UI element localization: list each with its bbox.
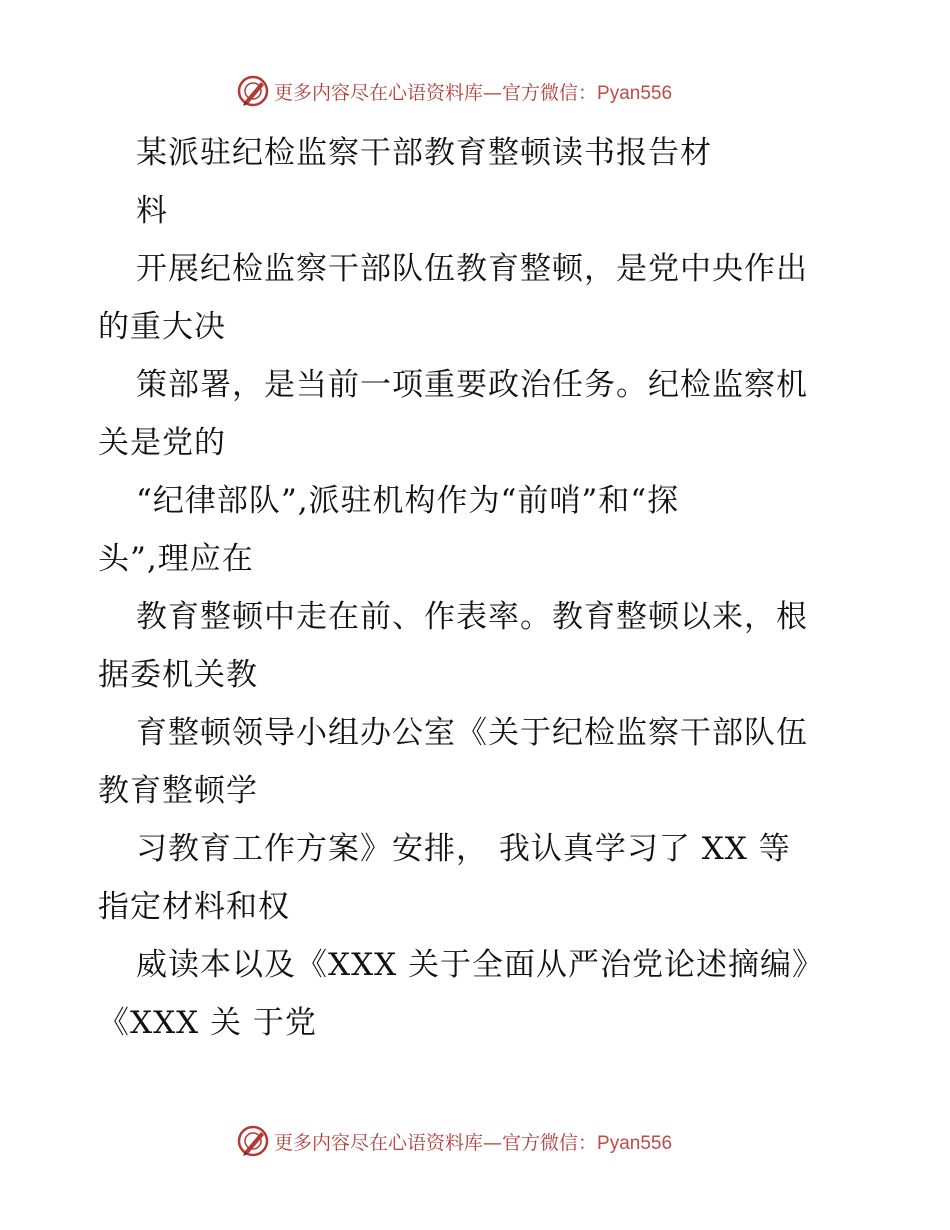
watermark-wechat-id: Pyan556 <box>597 82 673 104</box>
document-text-line: 策部署，是当前一项重要政治任务。纪检监察机 <box>136 367 808 403</box>
pen-logo-icon <box>236 74 270 108</box>
document-text-line: 的重大决 <box>98 309 226 345</box>
document-text-line: 《XXX 关 于党 <box>98 1005 317 1041</box>
header-watermark <box>236 74 672 108</box>
document-text-line: 育整顿领导小组办公室《关于纪检监察干部队伍 <box>136 715 808 751</box>
document-body <box>98 124 868 1052</box>
document-text-line: 指定材料和权 <box>98 889 290 925</box>
footer-watermark <box>236 1124 672 1158</box>
watermark-text: 更多内容尽在心语资料库—官方微信：Pyan556 <box>274 81 673 104</box>
document-text-line: 习教育工作方案》安排， 我认真学习了 XX 等 <box>136 831 791 867</box>
document-text-line: 头”,理应在 <box>98 541 254 577</box>
document-title-line: 某派驻纪检监察干部教育整顿读书报告材 <box>136 135 712 171</box>
document-text-line: 威读本以及《XXX 关于全面从严治党论述摘编》 <box>136 947 825 983</box>
document-text-line: 教育整顿学 <box>98 773 258 809</box>
document-text-line: 据委机关教 <box>98 657 258 693</box>
document-text-line: 关是党的 <box>98 425 226 461</box>
watermark-text: 更多内容尽在心语资料库—官方微信：Pyan556 <box>274 1131 673 1154</box>
document-text-line: 教育整顿中走在前、作表率。教育整顿以来，根 <box>136 599 808 635</box>
document-text-line: “纪律部队”,派驻机构作为“前哨”和“探 <box>136 483 680 519</box>
watermark-wechat-id: Pyan556 <box>597 1132 673 1154</box>
pen-logo-icon <box>236 1124 270 1158</box>
document-text-line: 开展纪检监察干部队伍教育整顿，是党中央作出 <box>136 251 808 287</box>
document-text-line: 料 <box>136 193 168 229</box>
